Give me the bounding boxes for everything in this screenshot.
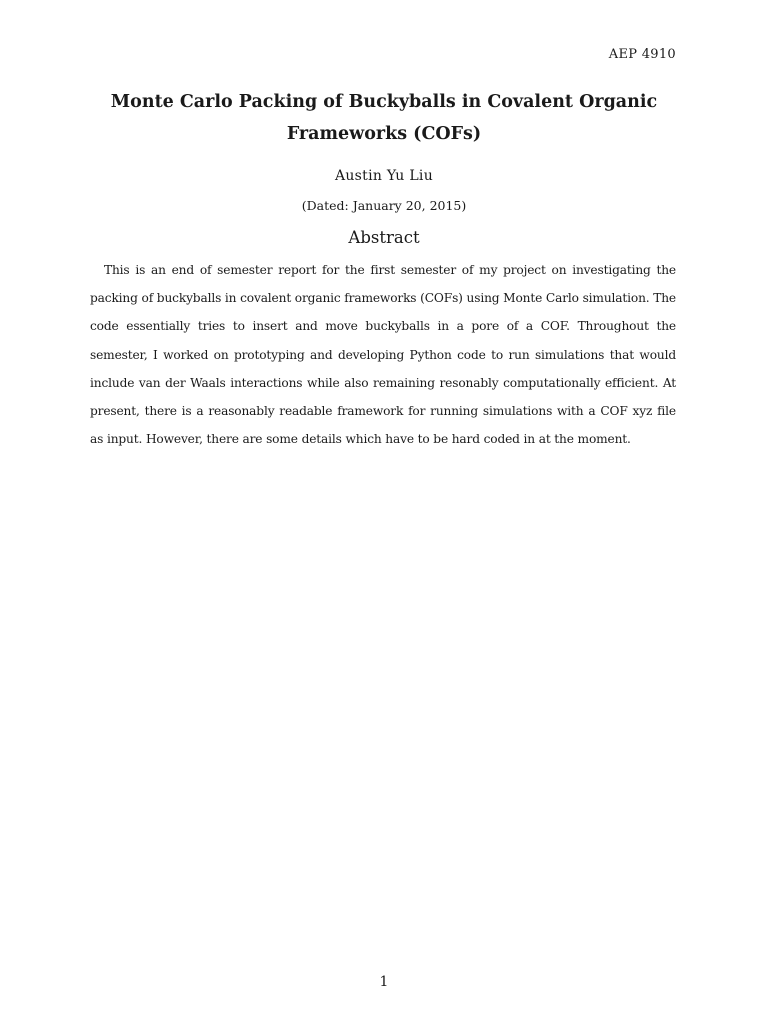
paper-title: [90, 86, 678, 150]
abstract-heading: Abstract: [348, 228, 420, 247]
abstract-paragraph: This is an end of semester report for the first semester of my project on investigating the packing of buckyballs in covalent organic frameworks (COFs) using Monte Carlo simulation. The code essentially tries to insert and move buckyballs in a pore of a COF. Throughout the semester, I worked on prototyping and developing Python code to run simulations that would include van der Waals interactions while also remaining resonably computationally efficient. At present, there is a reasonably readable framework for running simulations with a COF xyz file as input. However, there are some details which have to be hard coded in at the moment.: [90, 263, 676, 447]
paper-title-line-2: Frameworks (COFs): [286, 124, 482, 144]
date-line: (Dated: January 20, 2015): [301, 198, 467, 213]
course-code: AEP 4910: [608, 47, 676, 62]
author-name: Austin Yu Liu: [334, 168, 434, 184]
page-number: 1: [379, 974, 389, 990]
paper-title-line-1: Monte Carlo Packing of Buckyballs in Covalent Organic: [110, 92, 658, 112]
